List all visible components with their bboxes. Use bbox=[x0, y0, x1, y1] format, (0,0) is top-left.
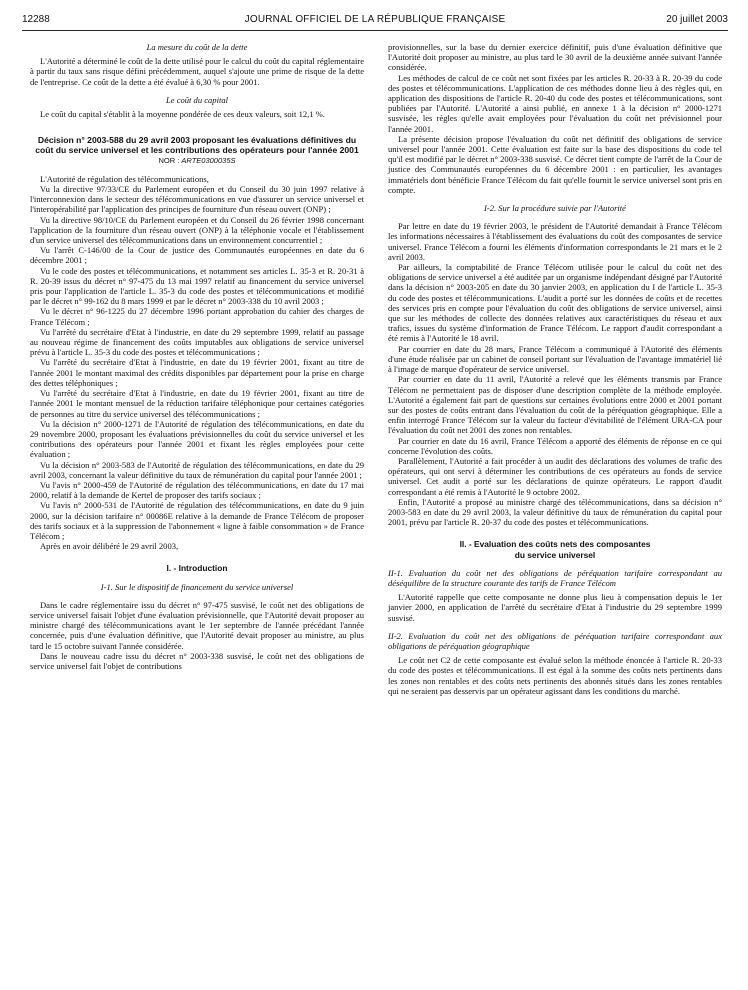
paragraph: Dans le nouveau cadre issu du décret n° 2003-338 susvisé, le coût net des obligations de service universel fait l'objet de contributions bbox=[30, 650, 364, 671]
nor-reference bbox=[30, 156, 364, 166]
paragraph-capital: Le coût du capital s'établit à la moyenne pondérée de ces deux valeurs, soit 12,1 %. bbox=[40, 109, 325, 120]
paragraph: Par lettre en date du 19 février 2003, le président de l'Autorité demandait à France Télécom les informations nécessaires à l'établissement des évaluations du coût des composantes de service universel. France Télécom a fourni les éléments d'information correspondants le 21 mars et le 2 avril 2003. bbox=[388, 221, 722, 262]
paragraph-dette: L'Autorité a déterminé le coût de la dette utilisé pour le calcul du coût du capital réglementaire à partir du taux sans risque défini précédemment, auquel s'ajoute une prime de risque de la dette de l'entreprise. Ce coût de la dette a été évalué à 6,30 % pour 2001. bbox=[30, 56, 364, 87]
paragraph: Le coût net C2 de cette composante est évalué selon la méthode énoncée à l'article R. 20-33 du code des postes et télécommunications. Il est égal à la somme des coûts nets pertinents dans les zones non rentables et des coûts nets pertinents des abonnés situés dans les zones rentables qui ne seraient pas desservis par un opérateur agissant dans les conditions du marché. bbox=[388, 655, 722, 696]
section-heading-introduction: I. - Introduction bbox=[166, 563, 228, 574]
right-column bbox=[388, 42, 722, 696]
visa-paragraph: Vu l'avis n° 2000-531 de l'Autorité de régulation des télécommunications, en date du 9 juin 2000, sur la décision tarifaire n° 00086E relative à la demande de France Télécom de proposer des tarifs sociaux et à la suppression de l'abonnement « ligne à faible consommation » de France Télécom ; bbox=[30, 500, 364, 541]
section-heading-line: du service universel bbox=[514, 549, 596, 560]
section-heading-evaluation bbox=[388, 539, 722, 559]
subtitle-capital: Le coût du capital bbox=[166, 94, 228, 105]
paragraph: Les méthodes de calcul de ce coût net sont fixées par les articles R. 20-33 à R. 20-39 du code des postes et télécommunications. L'application de ces méthodes donne lieu à des règles qui, en application des dispositions de l'article R. 20-40 du code des postes et télécommunications, sont publiées par l'Autorité. L'Autorité a ainsi publié, en annexe 1 à la décision n° 2000-1271 susvisée, les règles qu'elle avait employées pour l'évaluation du coût net prévisionnel pour l'année 2001. bbox=[388, 72, 722, 134]
nor-value: ARTE0300035S bbox=[181, 155, 236, 165]
nor-label: NOR : bbox=[158, 155, 180, 165]
subsection-heading-1-2: I-2. Sur la procédure suivie par l'Autorité bbox=[484, 203, 626, 214]
subsection-heading-1-1: I-1. Sur le dispositif de financement du service universel bbox=[100, 581, 294, 592]
visa-paragraph: L'Autorité de régulation des télécommunications, bbox=[40, 173, 209, 184]
section-heading-line: II. - Evaluation des coûts nets des composantes bbox=[459, 539, 651, 550]
paragraph: La présente décision propose l'évaluation du coût net définitif des obligations de service universel pour l'année 2001. Cette évaluation est faite sur la base des dispositions du code tel qu'il est modifié par le décret n° 2003-338 susvisé. Ce décret tient compte de l'arrêt de la Cour de justice des Communautés européennes du 6 décembre 2001 : en particulier, les avantages immatériels dont bénéficie France Télécom du fait qu'elle fournit le service universel sont pris en compte. bbox=[388, 133, 722, 195]
visa-paragraph: Après en avoir délibéré le 29 avril 2003, bbox=[40, 541, 179, 552]
visa-paragraph: Vu la directive 97/33/CE du Parlement européen et du Conseil du 30 juin 1997 relative à l'interconnexion dans le secteur des télécommunications en vue d'assurer un service universel et l'interopérabilité par l'application des principes de fourniture d'un réseau ouvert (ONP) ; bbox=[30, 184, 364, 215]
visa-paragraph: Vu l'avis n° 2000-459 de l'Autorité de régulation des télécommunications, en date du 17 mai 2000, relatif à la demande de Kertel de proposer des tarifs sociaux ; bbox=[30, 479, 364, 501]
subsection-heading-2-2: II-2. Evaluation du coût net des obligations de péréquation tarifaire correspondant aux obligations de péréquation géographique bbox=[388, 630, 722, 651]
journal-title: JOURNAL OFFICIEL DE LA RÉPUBLIQUE FRANÇAISE bbox=[244, 14, 506, 25]
visa-paragraph: Vu l'arrêté du secrétaire d'Etat à l'industrie, en date du 19 février 2001, fixant au titre de l'année 2001 le montant maximal des crédits disponibles par département pour la prise en charge des dettes téléphoniques ; bbox=[30, 357, 364, 388]
paragraph: provisionnelles, sur la base du dernier exercice définitif, puis d'une évaluation définitive que l'Autorité doit proposer au ministre, au plus tard le 30 avril de la deuxième année suivant l'année considérée. bbox=[388, 42, 722, 73]
page-header bbox=[22, 14, 728, 28]
paragraph: Par ailleurs, la comptabilité de France Télécom utilisée pour le calcul du coût net des obligations de service universel a été auditée par un organisme indépendant désigné par l'Autorité dans la décision n° 2003-205 en date du 30 janvier 2003, en application du I de l'article L. 35-3 du code des postes et télécommunications. L'audit a porté sur les données de coûts et de recettes des services pris en compte pour l'évaluation du coût des obligations de service universel, ainsi que sur les méthodes de collecte des données relatives aux caractéristiques du réseau et aux trafics, issues du système d'information de France Télécom. Le rapport d'audit correspondant a été remis à l'Autorité le 18 avril. bbox=[388, 262, 722, 344]
decision-title: Décision n° 2003-588 du 29 avril 2003 proposant les évaluations définitives du coût du service universel et les contributions des opérateurs pour l'année 2001 bbox=[35, 135, 359, 156]
visa-paragraph: Vu l'arrêt C-146/00 de la Cour de justice des Communautés européennes en date du 6 décembre 2001 ; bbox=[30, 245, 364, 266]
subsection-heading-2-1: II-1. Evaluation du coût net des obligations de péréquation tarifaire correspondant au déséquilibre de la structure courante des tarifs de France Télécom bbox=[388, 567, 722, 588]
paragraph: Parallèlement, l'Autorité a fait procéder à un audit des déclarations des volumes de trafic des opérateurs, qui ont servi à déterminer les contributions de ces opérateurs au fonds de service universel. Cet audit a porté sur les déclarations de quinze opérateurs. Le rapport d'audit correspondant a été remis à l'Autorité le 9 octobre 2002. bbox=[388, 455, 722, 497]
visa-paragraph: Vu le code des postes et télécommunications, et notamment ses articles L. 35-3 et R. 20-31 à R. 20-39 issus du décret n° 97-475 du 13 mai 1997 relatif au financement du service universel pris pour l'application de l'article L. 35-3 du code des postes et télécommunications et modifié par le décret n° 99-162 du 8 mars 1999 et par le décret n° 2003-338 du 10 avril 2003 ; bbox=[30, 265, 364, 307]
publication-date: 20 juillet 2003 bbox=[666, 14, 728, 25]
paragraph: Par courrier en date du 28 mars, France Télécom a communiqué à l'Autorité des éléments d'une étude réalisée par un cabinet de conseil portant sur l'évaluation de l'avantage immatériel lié à l'image de marque d'opérateur de service universel. bbox=[388, 343, 722, 375]
left-column bbox=[30, 42, 364, 671]
visa-paragraph: Vu le décret n° 96-1225 du 27 décembre 1996 portant approbation du cahier des charges de France Télécom ; bbox=[30, 306, 364, 327]
paragraph: Dans le cadre réglementaire issu du décret n° 97-475 susvisé, le coût net des obligations de service universel faisait l'objet d'une évaluation prévisionnelle, que l'Autorité devait proposer au ministre chargé des télécommunications avant le 1er septembre de l'année précédant l'année concernée, puis d'une évaluation définitive, que l'Autorité devait proposer au ministre, au plus tard le 15 octobre suivant l'année considérée. bbox=[30, 599, 364, 651]
visa-paragraph: Vu la directive 98/10/CE du Parlement européen et du Conseil du 26 février 1998 concernant l'application de la fourniture d'un réseau ouvert (ONP) à la téléphonie vocale et l'établissement d'un service universel des télécommunications dans un environnement concurrentiel ; bbox=[30, 214, 364, 246]
paragraph: Par courrier en date du 16 avril, France Télécom a apporté des éléments de réponse en ce qui concerne l'évolution des coûts. bbox=[388, 435, 722, 456]
visa-paragraph: Vu l'arrêté du secrétaire d'Etat à l'industrie, en date du 19 février 2001, fixant au titre de l'année 2001 le montant mensuel de la réduction tarifaire téléphonique pour certaines catégories de personnes au titre du service universel des télécommunications ; bbox=[30, 388, 364, 419]
page-number: 12288 bbox=[22, 14, 50, 25]
subtitle-dette: La mesure du coût de la dette bbox=[146, 42, 248, 52]
visa-paragraph: Vu la décision n° 2003-583 de l'Autorité de régulation des télécommunications, en date du 29 avril 2003, concernant la valeur définitive du taux de rémunération du capital pour l'année 2001 ; bbox=[30, 459, 364, 480]
visa-paragraph: Vu l'arrêté du secrétaire d'Etat à l'industrie, en date du 29 septembre 1999, relatif au passage au nouveau régime de financement des coûts imputables aux obligations de service universel prévu à l'article L. 35-3 du code des postes et télécommunications ; bbox=[30, 326, 364, 358]
visa-paragraph: Vu la décision n° 2000-1271 de l'Autorité de régulation des télécommunications, en date du 29 novembre 2000, proposant les évaluations prévisionnelles du coût du service universel et les contributions des opérateurs pour l'année 2001 et fixant les règles employées pour cette évaluation ; bbox=[30, 418, 364, 460]
paragraph: L'Autorité rappelle que cette composante ne donne plus lieu à compensation depuis le 1er janvier 2000, en application de l'arrêté du secrétaire d'Etat à l'industrie du 29 septembre 1999 susvisé. bbox=[388, 592, 722, 623]
header-rule bbox=[22, 30, 728, 31]
paragraph: Par courrier en date du 11 avril, l'Autorité a relevé que les éléments transmis par France Télécom ne permettaient pas de disposer d'une description complète de la méthode employée. L'Autorité a également fait part de questions sur certaines évolutions entre 2000 et 2001 portant sur des postes de coûts entrant dans l'évaluation du coût de la péréquation géographique. Elle a enfin interrogé France Télécom sur la valeur du facteur d'évitabilité de l'élément URA-CA pour l'évaluation du coût net 2001 des zones non rentables. bbox=[388, 374, 722, 436]
paragraph: Enfin, l'Autorité a proposé au ministre chargé des télécommunications, dans sa décision n° 2003-583 en date du 29 avril 2003, la valeur définitive du taux de rémunération du capital pour 2001, prévu par l'article R. 20-37 du code des postes et télécommunications. bbox=[388, 496, 722, 528]
